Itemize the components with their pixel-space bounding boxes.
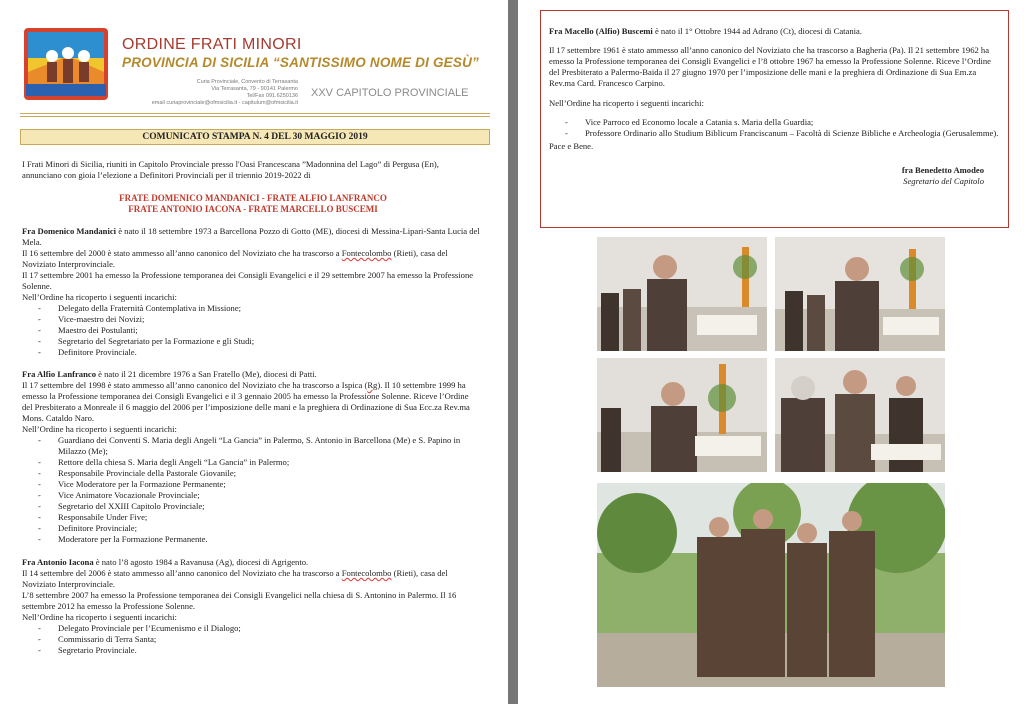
- role-item: - Vice Animatore Vocazionale Provinciale;: [22, 490, 480, 501]
- novitiate-text: Il 16 settembre del 2000 è stato ammesso all’anno canonico del Noviziato che ha trascorso a: [22, 248, 342, 258]
- photo-oath-signing-4: [775, 358, 945, 472]
- role-item: - Definitore Provinciale;: [22, 523, 480, 534]
- role-item: - Vice-maestro dei Novizi;: [22, 314, 480, 325]
- role-item: - Rettore della chiesa S. Maria degli Angeli “La Gancia” in Palermo;: [22, 457, 480, 468]
- press-release-page-2: [518, 0, 1024, 704]
- place-name: Fontecolombo: [341, 248, 392, 258]
- address-line: email curiaprovinciale@ofmsicilia.it - capitulum@ofmsicilia.it: [151, 100, 298, 106]
- page-gutter: [508, 0, 518, 704]
- province-title: PROVINCIA DI SICILIA “SANTISSIMO NOME DI GESÙ”: [122, 55, 479, 70]
- role-item: - Definitore Provinciale.: [22, 347, 480, 358]
- role-item: - Segretario Provinciale.: [22, 645, 480, 656]
- role-item: - Professore Ordinario allo Studium Biblicum Franciscanum – Facoltà di Scienze Bibliche e Archeologia (Gerusalemme).: [549, 128, 1001, 139]
- birth-info: è nato l’8 agosto 1984 a Ravanusa (Ag), diocesi di Agrigento.: [95, 557, 309, 567]
- friar-bio-alfio: [22, 369, 480, 545]
- roles-intro: Nell’Ordine ha ricoperto i seguenti incarichi:: [22, 424, 177, 434]
- friar-bio-antonio: [22, 557, 480, 656]
- friar-name: Fra Alfio Lanfranco: [22, 369, 96, 379]
- role-item: - Commissario di Terra Santa;: [22, 634, 480, 645]
- roles-list: [22, 623, 480, 656]
- roles-intro: Nell’Ordine ha ricoperto i seguenti incarichi:: [549, 97, 704, 108]
- friar-bio-marcello: [549, 17, 1001, 139]
- role-item: - Segretario del Segretariato per la Formazione e gli Studi;: [22, 336, 480, 347]
- novitiate-text: (Rieti), casa del Noviziato Interprovinciale.: [22, 568, 448, 589]
- role-item: - Vice Moderatore per la Formazione Permanente;: [22, 479, 480, 490]
- intro-paragraph: I Frati Minori di Sicilia, riuniti in Capitolo Provinciale presso l'Oasi Francescana ”Madonnina del Lago” di Pergusa (En), annunciano con gioia l’elezione a Definitori Provinciali per il triennio 2019-2022 di: [22, 159, 439, 180]
- role-item: - Moderatore per la Formazione Permanente.: [22, 534, 480, 545]
- role-item: - Maestro dei Postulanti;: [22, 325, 480, 336]
- novitiate-text: Il 17 settembre del 1998 è stato ammesso all’anno canonico del Noviziato che ha trascorso a Ispica (: [22, 380, 368, 390]
- signer-name: fra Benedetto Amodeo: [901, 165, 984, 175]
- novitiate-text: Il 14 settembre del 2006 è stato ammesso all’anno canonico del Noviziato che ha trascorso a: [22, 568, 342, 578]
- birth-info: è nato il 21 dicembre 1976 a San Fratello (Me), diocesi di Patti.: [98, 369, 317, 379]
- header-divider: [20, 116, 490, 117]
- role-item: - Vice Parroco ed Economo locale a Catania s. Maria della Guardia;: [549, 117, 1001, 128]
- friar-name: Fra Domenico Mandanici: [22, 226, 117, 236]
- roles-list: [22, 435, 480, 545]
- order-title: ORDINE FRATI MINORI: [122, 36, 302, 53]
- profession-text: Il 17 settembre 2001 ha emesso la Professione temporanea dei Consigli Evangelici e il 29 settembre 2007 ha emesso la Professione Solenne.: [22, 270, 474, 291]
- photo-four-elected-friars: [597, 483, 945, 687]
- novitiate-text: ). Il 10 settembre 1999 ha emesso la Professione temporanea dei Consigli Evangelici e il 3 gennaio 2005 ha emesso la Professione Solenne. Riceve l’Ordine del Presbiterato a Monreale il 6 maggio del 2006 per l’imposizione delle mani e la preghiera di Ordinazione di Sua Ecc.za Rev.ma Mons. Cataldo Naro.: [22, 380, 470, 423]
- photo-oath-signing-1: [597, 237, 767, 351]
- role-item: - Responsabile Provinciale della Pastorale Giovanile;: [22, 468, 480, 479]
- press-release-page-1: [0, 0, 508, 704]
- place-name: Rg: [367, 380, 378, 390]
- friar-name: Fra Macello (Alfio) Buscemi: [549, 25, 653, 36]
- photo-oath-signing-3: [597, 358, 767, 472]
- role-item: - Delegato della Fraternità Contemplativa in Missione;: [22, 303, 480, 314]
- friar-name: Fra Antonio Iacona: [22, 557, 94, 567]
- roles-list: [22, 303, 480, 358]
- role-item: - Responsabile Under Five;: [22, 512, 480, 523]
- province-logo: [22, 26, 110, 102]
- novitiate-text: (Rieti), casa del Noviziato Interprovinciale.: [22, 248, 448, 269]
- signer-role: Segretario del Capitolo: [903, 176, 984, 186]
- elected-names-line-2: FRATE ANTONIO IACONA - FRATE MARCELLO BUSCEMI: [128, 204, 378, 214]
- place-name: Fontecolombo: [341, 568, 392, 578]
- role-item: - Guardiano dei Conventi S. Maria degli Angeli “La Gancia” in Palermo, S. Antonio in Barcellona (Me) e S. Papino in Milazzo (Me);: [22, 435, 480, 457]
- closing-greeting: Pace e Bene.: [549, 141, 594, 151]
- birth-info: è nato il 1° Ottobre 1944 ad Adrano (Ct), diocesi di Catania.: [654, 25, 862, 36]
- role-item: - Segretario del XXIII Capitolo Provinciale;: [22, 501, 480, 512]
- communique-title-banner: COMUNICATO STAMPA N. 4 DEL 30 MAGGIO 2019: [20, 129, 490, 145]
- chapter-title: XXV CAPITOLO PROVINCIALE: [311, 87, 469, 99]
- profession-text: L’8 settembre 2007 ha emesso la Professione temporanea dei Consigli Evangelici nella chiesa di S. Antonino in Palermo. Il 16 settembre 2012 ha emesso la Professione Solenne.: [22, 590, 457, 611]
- header-divider: [20, 113, 490, 114]
- continuation-frame: [540, 10, 1009, 228]
- photo-oath-signing-2: [775, 237, 945, 351]
- role-item: - Delegato Provinciale per l’Ecumenismo e il Dialogo;: [22, 623, 480, 634]
- novitiate-text: Il 17 settembre 1961 è stato ammesso all’anno canonico del Noviziato che ha trascorso a Bagheria (Pa). Il 21 settembre 1962 ha emesso la Professione temporanea dei Consigli Evangelici e l’8 ottobre 1967 ha emesso la Professione Solenne. Riceve l’Ordine del Presbiterato a Palermo-Baida il 27 giugno 1970 per l’imposizione delle mani e la preghiera di Ordinazione di Sua Em.za Rev.ma Card. Francesco Carpino.: [549, 45, 991, 89]
- roles-intro: Nell’Ordine ha ricoperto i seguenti incarichi:: [22, 612, 177, 622]
- elected-names-line-1: FRATE DOMENICO MANDANICI - FRATE ALFIO LANFRANCO: [119, 193, 387, 203]
- address-line: Curia Provinciale, Convento di Terrasanta: [196, 79, 298, 85]
- friar-bio-domenico: [22, 226, 480, 358]
- roles-list: [549, 117, 1001, 139]
- birth-info: è nato il 18 settembre 1973 a Barcellona Pozzo di Gotto (ME), diocesi di Messina-Lipari-Santa Lucia del Mela.: [22, 226, 480, 247]
- roles-intro: Nell’Ordine ha ricoperto i seguenti incarichi:: [22, 292, 177, 302]
- signature-block: [902, 165, 984, 187]
- address-line: Tel/Fax 091.6250136: [246, 93, 298, 99]
- address-line: Via Terrasanta, 79 - 90141 Palermo: [211, 86, 298, 92]
